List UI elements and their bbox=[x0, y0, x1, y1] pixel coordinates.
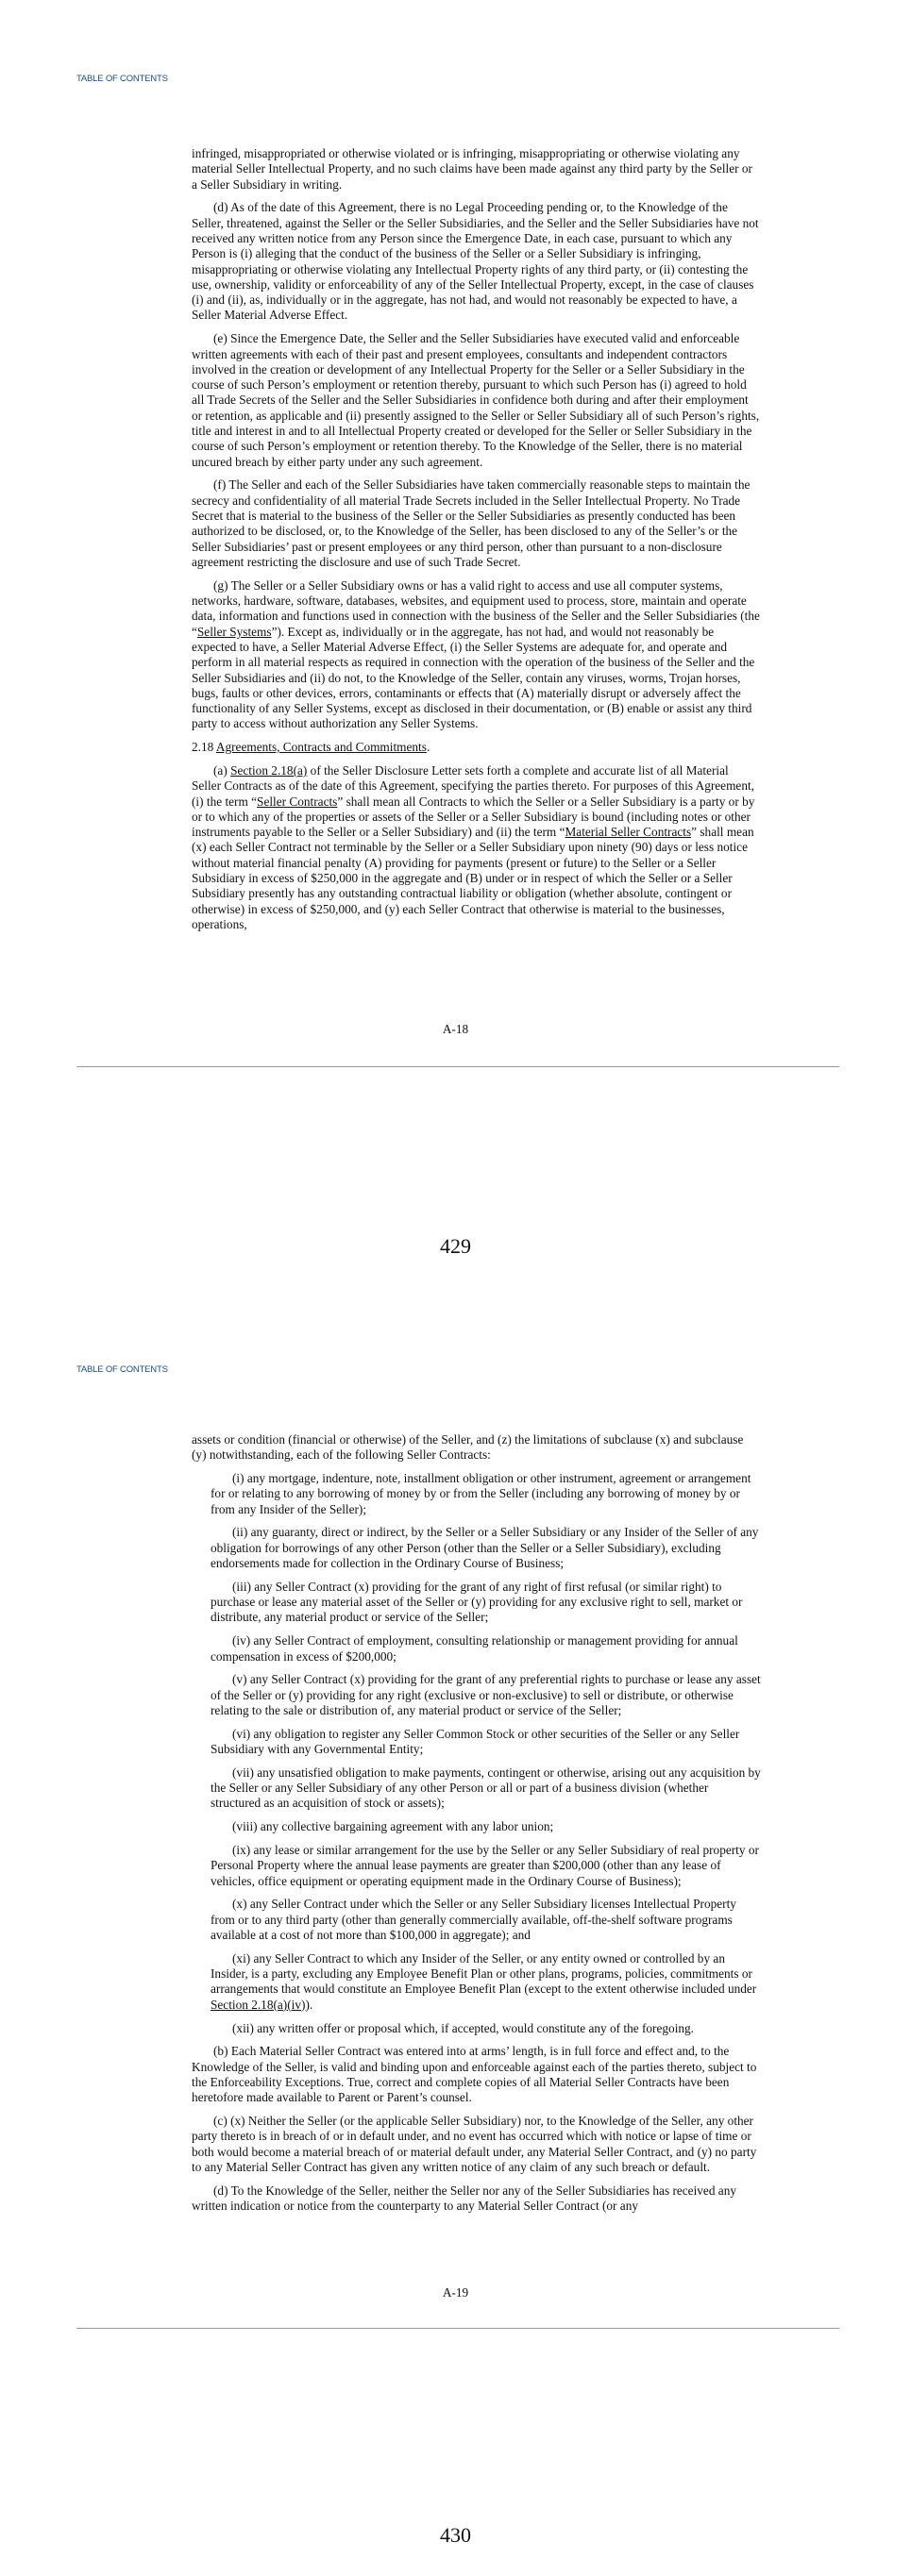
page-body bbox=[192, 146, 761, 941]
list-item bbox=[211, 1951, 761, 2013]
text-segment: (a) bbox=[213, 762, 231, 778]
paragraph-d: (d) To the Knowledge of the Seller, neither the Seller nor any of the Seller Subsidiaries has received any written indication or notice from the counterparty to any Material Seller Contract (or any bbox=[192, 2183, 737, 2213]
list-item: (x) any Seller Contract under which the Seller or any Seller Subsidiary licenses Intellectual Property from or to any third party (other than generally commercially available, off-the-shelf software programs available at a cost of not more than $100,000 in aggregate); and bbox=[211, 1897, 736, 1943]
list-item: (v) any Seller Contract (x) providing for the grant of any preferential rights to purchase or lease any asset of the Seller or (y) providing for any right (exclusive or non-exclusive) to sell or distribute, or otherwise relating to the sale or distribution of, any material product or service of the Seller; bbox=[211, 1672, 761, 1717]
text-segment: ). bbox=[305, 1997, 313, 2012]
list-item: (i) any mortgage, indenture, note, installment obligation or other instrument, agreement or arrangement for or relating to any borrowing of money by or from the Seller (including any borrowing of money by or from any Insider of the Seller); bbox=[211, 1471, 751, 1516]
page-divider bbox=[76, 1066, 839, 1067]
page-footer: A-19 bbox=[442, 2285, 469, 2300]
page-footer: A-18 bbox=[442, 1022, 469, 1036]
paragraph-f: (f) The Seller and each of the Seller Subsidiaries have taken commercially reasonable steps to maintain the secrecy and confidentiality of all material Trade Secrets included in the Seller Intellectual Property. No Trade Secret that is material to the business of the Seller or the Seller Subsidiaries as presently conducted has been authorized to be disclosed, or, to the Knowledge of the Seller, has been disclosed to any of the Seller’s or the Seller Subsidiaries’ past or present employees or any third person, other than pursuant to a non-disclosure agreement restricting the disclosure and use of such Trade Secret. bbox=[192, 477, 751, 569]
list-item: (vii) any unsatisfied obligation to make payments, contingent or otherwise, arising out any acquisition by the Seller or any Seller Subsidiary of any other Person or all or part of a business division (whether structured as an acquisition of stock or assets); bbox=[211, 1765, 761, 1811]
paragraph-continued: infringed, misappropriated or otherwise violated or is infringing, misappropriating or otherwise violating any material Seller Intellectual Property, and no such claims have been made against any third party by the Seller or a Seller Subsidiary in writing. bbox=[192, 146, 752, 192]
list-item: (iv) any Seller Contract of employment, consulting relationship or management providing for annual compensation in excess of $200,000; bbox=[211, 1633, 738, 1664]
text-segment: (xi) any Seller Contract to which any Insider of the Seller, or any entity owned or controlled by an Insider, is a party, excluding any Employee Benefit Plan or other plans, programs, policies, commitments or arrangements that would constitute an Employee Benefit Plan (except to the extent otherwise included under bbox=[211, 1950, 757, 1997]
section-number: 2.18 bbox=[192, 740, 216, 755]
paragraph-g bbox=[192, 578, 761, 732]
paragraph-d: (d) As of the date of this Agreement, there is no Legal Proceeding pending or, to the Knowledge of the Seller, threatened, against the Seller or the Seller Subsidiaries, and the Seller and the Seller Subsidiaries have not received any written notice from any Person since the Emergence Date, in each case, pursuant to which any Person is (i) alleging that the conduct of the business of the Seller or a Seller Subsidiary is infringing, misappropriating or otherwise violating any Intellectual Property rights of any third party, or (ii) contesting the use, ownership, validity or enforceability of any of the Seller Intellectual Property, except, in the case of clauses (i) and (ii), as, individually or in the aggregate, has not had, and would not reasonably be expected to have, a Seller Material Adverse Effect. bbox=[192, 200, 759, 323]
text-segment: of the Seller Disclosure Letter sets forth a complete and accurate list of all Material Seller Contracts as of the date of this Agreement, specifying the parties thereto. For purposes of this Agreement, (i) the term “ bbox=[192, 762, 754, 809]
paragraph-continued: assets or condition (financial or otherwise) of the Seller, and (z) the limitations of subclause (x) and subclause (y) notwithstanding, each of the following Seller Contracts: bbox=[192, 1432, 744, 1463]
text-segment: ” shall mean all Contracts to which the Seller or a Seller Subsidiary is a party or by or to which any of the properties or assets of the Seller or a Seller Subsidiary is bound (including notes or other instruments payable to the Seller or a Seller Subsidiary) and (ii) the term “ bbox=[192, 794, 755, 840]
paragraph-a bbox=[192, 763, 761, 932]
text-segment: (g) The Seller or a Seller Subsidiary owns or has a valid right to access and use all computer systems, networks, hardware, software, databases, websites, and equipment used to process, store, maintain and operate data, information and functions used in connection with the business of the Seller and the Seller Subsidiaries (the “ bbox=[192, 577, 760, 639]
list-item: (iii) any Seller Contract (x) providing for the grant of any right of first refusal (or similar right) to purchase or lease any material asset of the Seller or (y) providing for any exclusive right to sell, market or distribute, any material product or service of the Seller; bbox=[211, 1579, 743, 1625]
paragraph-e: (e) Since the Emergence Date, the Seller and the Seller Subsidiaries have executed valid and enforceable written agreements with each of their past and present employees, consultants and independent contractors involved in the creation or development of any Intellectual Property for the Seller or a Seller Subsidiary in the course of such Person’s employment or retention thereby, pursuant to which such Person has (i) agreed to hold all Trade Secrets of the Seller and the Seller Subsidiaries in confidence both during and after their employment or retention, as applicable and (ii) presently assigned to the Seller or Seller Subsidiary all of such Person’s rights, title and interest in and to all Intellectual Property created or developed for the Seller or Seller Subsidiary in the course of such Person’s employment or retention thereby. To the Knowledge of the Seller, there is no material uncured breach by either party under any such agreement. bbox=[192, 331, 760, 469]
paragraph-b: (b) Each Material Seller Contract was entered into at arms’ length, is in full force and effect and, to the Knowledge of the Seller, is valid and binding upon and enforceable against each of the parties thereto, subject to the Enforceability Exceptions. True, correct and complete copies of all Material Seller Contracts have been heretofore made available to Parent or Parent’s counsel. bbox=[192, 2044, 757, 2105]
text-segment: . bbox=[426, 740, 430, 755]
section-heading bbox=[192, 740, 761, 755]
text-segment: ”). Except as, individually or in the aggregate, has not had, and would not reasonably be expected to have, a Seller Material Adverse Effect, (i) the Seller Systems are adequate for, and operate and perform in all material respects as required in connection with the operation of the business of the Seller and the Seller Subsidiaries and (ii) do not, to the Knowledge of the Seller, contain any viruses, worms, Trojan horses, bugs, faults or other devices, errors, contaminants or effects that (A) materially disrupt or adversely affect the functionality of any Seller Systems, except as disclosed in their documentation, or (B) enable or assist any third party to access without authorization any Seller Systems. bbox=[192, 624, 755, 731]
page-divider bbox=[76, 2328, 839, 2329]
paragraph-c: (c) (x) Neither the Seller (or the applicable Seller Subsidiary) nor, to the Knowledge of the Seller, any other party thereto is in breach of or in default under, and no event has occurred which with notice or lapse of time or both would become a material breach of or material default under, any Material Seller Contract, and (y) no party to any Material Seller Contract has given any written notice of any claim of any such breach or default. bbox=[192, 2113, 757, 2174]
text-segment: ” shall mean (x) each Seller Contract not terminable by the Seller or a Seller Subsidiary upon ninety (90) days or less notice without material financial penalty (A) providing for payments (present or future) to the Seller or a Seller Subsidiary in excess of $250,000 in the aggregate and (B) under or in respect of which the Seller or a Seller Subsidiary presently has any outstanding contractual liability or obligation (whether absolute, contingent or otherwise) in excess of $250,000, and (y) each Seller Contract that otherwise is material to the businesses, operations, bbox=[192, 825, 754, 931]
section-reference: Section 2.18(a)(iv) bbox=[211, 1997, 306, 2012]
section-title: Agreements, Contracts and Commitments bbox=[215, 740, 427, 755]
defined-term-seller-systems: Seller Systems bbox=[196, 624, 272, 639]
list-item: (xii) any written offer or proposal which, if accepted, would constitute any of the foregoing. bbox=[232, 2020, 695, 2035]
page-body bbox=[192, 1432, 761, 2222]
defined-term-seller-contracts: Seller Contracts bbox=[257, 794, 338, 809]
defined-term-material-seller-contracts: Material Seller Contracts bbox=[565, 825, 692, 840]
table-of-contents-link[interactable]: TABLE OF CONTENTS bbox=[76, 74, 168, 84]
table-of-contents-link[interactable]: TABLE OF CONTENTS bbox=[76, 1364, 168, 1375]
list-item: (ix) any lease or similar arrangement for the use by the Seller or any Seller Subsidiary of real property or Personal Property where the annual lease payments are greater than $200,000 (other than any lease of vehicles, office equipment or operating equipment made in the Ordinary Course of Business); bbox=[211, 1843, 759, 1888]
list-item: (ii) any guaranty, direct or indirect, by the Seller or a Seller Subsidiary or any Insider of the Seller of any obligation for borrowings of any other Person (other than the Seller or a Seller Subsidiary), excluding endorsements made for collection in the Ordinary Course of Business; bbox=[211, 1525, 759, 1571]
page-number: 430 bbox=[440, 2523, 471, 2547]
list-item: (viii) any collective bargaining agreement with any labor union; bbox=[232, 1819, 554, 1834]
list-item: (vi) any obligation to register any Seller Common Stock or other securities of the Seller or any Seller Subsidiary with any Governmental Entity; bbox=[211, 1726, 740, 1757]
section-reference: Section 2.18(a) bbox=[230, 762, 308, 778]
page-number: 429 bbox=[440, 1234, 471, 1258]
